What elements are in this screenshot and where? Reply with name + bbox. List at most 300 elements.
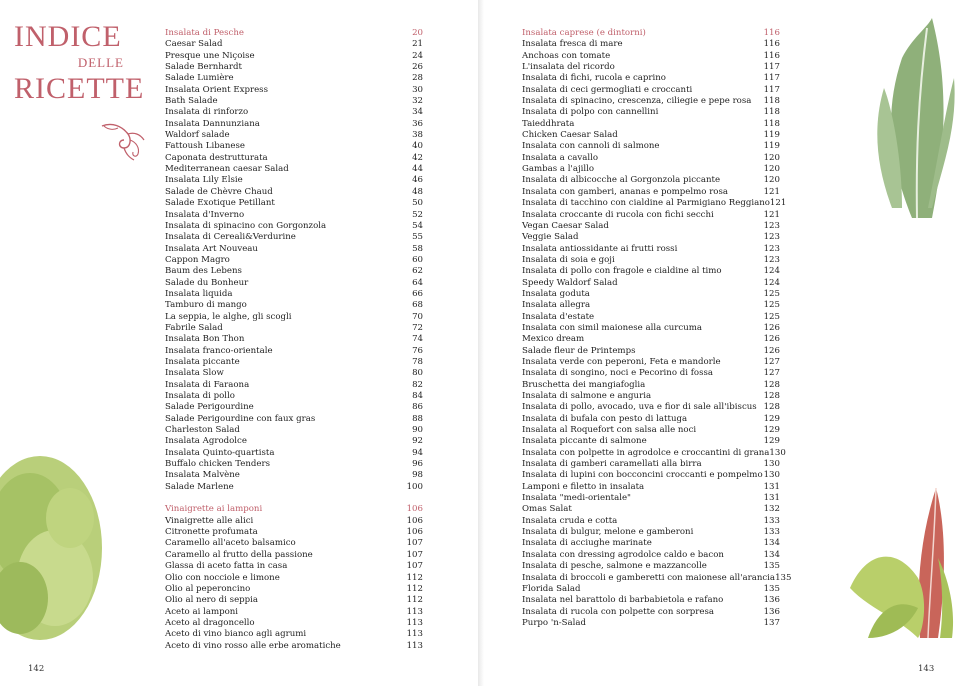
- recipe-title: Insalata fresca di mare: [522, 39, 623, 50]
- page-number-left: 142: [28, 664, 45, 674]
- recipe-entry-row[interactable]: [522, 210, 780, 221]
- recipe-entry-row[interactable]: [165, 425, 423, 436]
- recipe-title: Insalata allegra: [522, 300, 591, 311]
- recipe-title: Insalata liquida: [165, 288, 233, 299]
- recipe-title: Insalata antiossidante ai frutti rossi: [522, 243, 678, 254]
- recipe-entry-row[interactable]: [522, 447, 786, 459]
- recipe-entry-row[interactable]: [165, 380, 423, 391]
- recipe-entry-row[interactable]: [165, 368, 423, 379]
- recipe-entry-row[interactable]: [165, 210, 423, 221]
- recipe-entry-row[interactable]: [522, 584, 780, 595]
- page-reference: 54: [412, 220, 423, 231]
- recipe-title: Salade Exotique Petillant: [165, 198, 275, 209]
- page-reference: 52: [412, 209, 423, 220]
- recipe-entry-row[interactable]: [165, 573, 423, 584]
- recipe-title: Insalata di rinforzo: [165, 107, 249, 118]
- page-reference: 64: [412, 277, 423, 288]
- recipe-entry-row[interactable]: [165, 119, 423, 130]
- recipe-title: Mediterranean caesar Salad: [165, 164, 289, 175]
- recipe-entry-row[interactable]: [522, 51, 780, 62]
- recipe-entry-row[interactable]: [522, 221, 780, 232]
- page-reference: 117: [763, 73, 780, 84]
- recipe-entry-row[interactable]: [522, 300, 780, 311]
- recipe-entry-row[interactable]: [165, 175, 423, 186]
- recipe-title: Insalata croccante di rucola con fichi secchi: [522, 209, 714, 220]
- recipe-title: Insalata Dannunziana: [165, 118, 260, 129]
- page-reference: 113: [406, 629, 423, 640]
- recipe-title: Mexico dream: [522, 334, 585, 345]
- page-reference: 126: [763, 345, 780, 356]
- recipe-entry-row[interactable]: [165, 300, 423, 311]
- recipe-title: Insalata Lily Elsie: [165, 175, 243, 186]
- section-heading-row[interactable]: [165, 28, 423, 39]
- page-reference: 133: [763, 527, 780, 538]
- section-heading-row[interactable]: [165, 504, 423, 515]
- recipe-title: Insalata di gamberi caramellati alla birra: [522, 459, 702, 470]
- section-heading-title: Insalata di Pesche: [165, 28, 244, 38]
- page-reference: 66: [412, 288, 423, 299]
- recipe-entry-row[interactable]: [522, 459, 780, 470]
- recipe-entry-row[interactable]: [522, 141, 780, 152]
- recipe-entry-row[interactable]: [522, 414, 780, 425]
- recipe-title: Insalata franco-orientale: [165, 345, 273, 356]
- page-reference: 106: [406, 504, 423, 515]
- recipe-title: Salade Marlene: [165, 481, 234, 492]
- page-reference: 94: [412, 447, 423, 458]
- page-reference: 129: [763, 413, 780, 424]
- recipe-title: Insalata di albicocche al Gorgonzola piccante: [522, 175, 721, 186]
- page-reference: 121: [769, 198, 787, 209]
- recipe-entry-row[interactable]: [522, 482, 780, 493]
- recipe-entry-row[interactable]: [522, 425, 780, 436]
- page-reference: 32: [412, 96, 423, 107]
- page-reference: 113: [406, 606, 423, 617]
- recipe-title: Insalata cruda e cotta: [522, 515, 618, 526]
- page-reference: 58: [412, 243, 423, 254]
- recipe-entry-row[interactable]: [522, 572, 792, 584]
- recipe-title: Taieddhrata: [522, 118, 575, 129]
- page-reference: 90: [412, 425, 423, 436]
- recipe-title: Insalata d'Inverno: [165, 209, 245, 220]
- page-reference: 123: [763, 254, 780, 265]
- recipe-entry-row[interactable]: [165, 141, 423, 152]
- recipe-entry-row[interactable]: [522, 62, 780, 73]
- page-reference: 24: [412, 50, 423, 61]
- page-reference: 84: [412, 391, 423, 401]
- page-reference: 116: [763, 50, 780, 61]
- page-reference: 98: [412, 470, 423, 481]
- page-reference: 125: [763, 300, 780, 311]
- page-reference: 117: [763, 62, 780, 73]
- page-reference: 123: [763, 232, 780, 243]
- recipe-entry-row[interactable]: [165, 289, 423, 300]
- recipe-entry-row[interactable]: [165, 153, 423, 164]
- radicchio-illustration-icon: [848, 478, 960, 638]
- page-reference: 50: [412, 198, 423, 209]
- recipe-title: Olio al peperoncino: [165, 583, 251, 594]
- page-reference: 128: [763, 379, 780, 390]
- recipe-entry-row[interactable]: [522, 130, 780, 141]
- recipe-entry-row[interactable]: [165, 266, 423, 277]
- page-reference: 70: [412, 311, 423, 322]
- recipe-title: Insalata di tacchino con cialdine al Parmigiano Reggiano: [522, 198, 770, 209]
- page-reference: 130: [769, 447, 786, 458]
- page-reference: 118: [763, 118, 780, 129]
- recipe-entry-row[interactable]: [522, 85, 780, 96]
- recipe-title: Insalata di spinacino con Gorgonzola: [165, 220, 327, 231]
- recipe-entry-row[interactable]: [522, 119, 780, 130]
- page-reference: 20: [412, 28, 423, 38]
- recipe-title: Anchoas con tomate: [522, 50, 611, 61]
- recipe-entry-row[interactable]: [165, 448, 423, 459]
- recipe-entry-row[interactable]: [522, 504, 780, 515]
- recipe-title: La seppia, le alghe, gli scogli: [165, 311, 292, 322]
- page-reference: 38: [412, 130, 423, 141]
- page-reference: 134: [763, 538, 780, 549]
- recipe-title: Insalata "medi-orientale": [522, 493, 631, 504]
- page-reference: 44: [412, 164, 423, 175]
- recipe-title: Insalata con polpette in agrodolce e croccantini di grana: [522, 447, 770, 458]
- page-reference: 26: [412, 62, 423, 73]
- recipe-title: Caponata destrutturata: [165, 152, 268, 163]
- page-reference: 48: [412, 186, 423, 197]
- recipe-title: Caesar Salad: [165, 39, 223, 50]
- section-heading-title: Vinaigrette ai lamponi: [165, 504, 263, 515]
- flourish-ornament-icon: [100, 118, 150, 164]
- page-reference: 21: [412, 39, 423, 50]
- recipe-entry-row[interactable]: [522, 73, 780, 84]
- recipe-entry-row[interactable]: [165, 629, 423, 640]
- recipe-title: Fattoush Libanese: [165, 141, 245, 152]
- recipe-entry-row[interactable]: [522, 538, 780, 549]
- recipe-entry-row[interactable]: [165, 255, 423, 266]
- recipe-title: Chicken Caesar Salad: [522, 130, 618, 141]
- recipe-title: Aceto ai lamponi: [165, 606, 239, 617]
- page-reference: 119: [763, 130, 780, 141]
- recipe-title: Gambas a l'ajillo: [522, 164, 595, 175]
- recipe-entry-row[interactable]: [165, 312, 423, 323]
- recipe-entry-row[interactable]: [165, 334, 423, 345]
- page-reference: 129: [763, 436, 780, 447]
- recipe-entry-row[interactable]: [165, 278, 423, 289]
- recipe-entry-row[interactable]: [522, 402, 780, 413]
- page-reference: 80: [412, 368, 423, 379]
- recipe-title: Insalata di lupini con bocconcini croccanti e pompelmo: [522, 470, 763, 481]
- recipe-title: Insalata con cannoli di salmone: [522, 141, 660, 152]
- page-reference: 55: [412, 232, 423, 243]
- recipe-title: Vegan Caesar Salad: [522, 220, 609, 231]
- page-reference: 40: [412, 141, 423, 152]
- recipe-title: Insalata di polpo con cannellini: [522, 107, 659, 118]
- recipe-title: Insalata di bulgur, melone e gamberoni: [522, 527, 694, 538]
- recipe-entry-row[interactable]: [522, 595, 780, 606]
- page-reference: 112: [406, 583, 423, 594]
- page-reference: 86: [412, 402, 423, 413]
- page-reference: 127: [763, 368, 780, 379]
- recipe-title: Salade Perigourdine con faux gras: [165, 413, 316, 424]
- page-reference: 88: [412, 413, 423, 424]
- recipe-title: Omas Salat: [522, 504, 572, 515]
- recipe-entry-row[interactable]: [522, 550, 780, 561]
- recipe-entry-row[interactable]: [165, 595, 423, 606]
- recipe-entry-row[interactable]: [165, 550, 423, 561]
- recipe-title: Insalata con dressing agrodolce caldo e bacon: [522, 549, 724, 560]
- recipe-entry-row[interactable]: [165, 482, 423, 493]
- recipe-entry-row[interactable]: [522, 516, 780, 527]
- recipe-title: Bruschetta dei mangiafoglia: [522, 379, 646, 390]
- page-reference: 117: [763, 84, 780, 95]
- recipe-entry-row[interactable]: [165, 323, 423, 334]
- recipe-entry-row[interactable]: [522, 266, 780, 277]
- page-reference: 100: [406, 481, 423, 492]
- recipe-title: Veggie Salad: [522, 232, 579, 243]
- recipe-title: Salade Lumière: [165, 73, 234, 84]
- recipe-entry-row[interactable]: [165, 51, 423, 62]
- recipe-title: Insalata di bufala con pesto di lattuga: [522, 413, 688, 424]
- recipe-title: Insalata con simil maionese alla curcuma: [522, 322, 703, 333]
- page-reference: 113: [406, 640, 423, 651]
- recipe-entry-row[interactable]: [165, 391, 423, 402]
- romaine-illustration-icon: [872, 18, 958, 218]
- page-reference: 130: [763, 470, 780, 481]
- recipe-entry-row[interactable]: [522, 244, 780, 255]
- recipe-entry-row[interactable]: [165, 538, 423, 549]
- recipe-title: Aceto di vino rosso alle erbe aromatiche: [165, 640, 341, 651]
- recipe-entry-row[interactable]: [522, 232, 780, 243]
- page-reference: 113: [406, 617, 423, 628]
- recipe-title: Insalata di ceci germogliati e croccanti: [522, 84, 693, 95]
- page-reference: 125: [763, 311, 780, 322]
- page-reference: 123: [763, 220, 780, 231]
- recipe-entry-row[interactable]: [165, 62, 423, 73]
- recipe-entry-row[interactable]: [165, 357, 423, 368]
- recipe-title: Insalata verde con peperoni, Feta e mandorle: [522, 356, 721, 367]
- recipe-title: Salade du Bonheur: [165, 277, 249, 288]
- page-reference: 131: [763, 493, 780, 504]
- recipe-entry-row[interactable]: [522, 153, 780, 164]
- recipe-entry-row[interactable]: [522, 323, 780, 334]
- page-reference: 121: [763, 209, 780, 220]
- recipe-entry-row[interactable]: [522, 255, 780, 266]
- recipe-entry-row[interactable]: [165, 607, 423, 618]
- page-reference: 116: [763, 28, 780, 38]
- recipe-title: Vinaigrette alle alici: [165, 515, 254, 526]
- recipe-entry-row[interactable]: [522, 346, 780, 357]
- recipe-entry-row[interactable]: [165, 96, 423, 107]
- page-reference: 126: [763, 322, 780, 333]
- page-reference: 46: [412, 175, 423, 186]
- recipe-entry-row[interactable]: [522, 198, 787, 209]
- recipe-title: Insalata di acciughe marinate: [522, 538, 652, 549]
- recipe-entry-row[interactable]: [522, 527, 780, 538]
- index-column-right: [522, 28, 792, 629]
- page-reference: 133: [763, 515, 780, 526]
- recipe-title: Citronette profumata: [165, 527, 258, 538]
- section-heading-row[interactable]: [522, 28, 780, 39]
- page-reference: 121: [763, 186, 780, 197]
- recipe-entry-row[interactable]: [165, 618, 423, 629]
- recipe-entry-row[interactable]: [165, 470, 423, 481]
- recipe-title: Insalata di broccoli e gamberetti con maionese all'arancia: [522, 572, 776, 583]
- recipe-title: Bath Salade: [165, 96, 218, 107]
- recipe-title: Insalata Slow: [165, 368, 224, 379]
- page-reference: 34: [412, 107, 423, 118]
- recipe-entry-row[interactable]: [165, 73, 423, 84]
- recipe-title: Insalata di salmone e anguria: [522, 391, 652, 401]
- page-reference: 124: [763, 266, 780, 277]
- page-reference: 107: [406, 549, 423, 560]
- recipe-entry-row[interactable]: [165, 402, 423, 413]
- recipe-title: Insalata Art Nouveau: [165, 243, 258, 254]
- recipe-entry-row[interactable]: [522, 493, 780, 504]
- page-reference: 62: [412, 266, 423, 277]
- page-reference: 127: [763, 356, 780, 367]
- recipe-title: Cappon Magro: [165, 254, 230, 265]
- recipe-entry-row[interactable]: [165, 561, 423, 572]
- recipe-entry-row[interactable]: [522, 278, 780, 289]
- recipe-entry-row[interactable]: [522, 357, 780, 368]
- recipe-entry-row[interactable]: [522, 187, 780, 198]
- recipe-title: Insalata di pollo: [165, 391, 235, 401]
- page-reference: 128: [763, 391, 780, 401]
- recipe-title: Insalata Malvène: [165, 470, 240, 481]
- page-reference: 30: [412, 84, 423, 95]
- page-reference: 128: [763, 402, 780, 413]
- page-reference: 120: [763, 175, 780, 186]
- index-title: [14, 20, 154, 106]
- recipe-entry-row[interactable]: [165, 107, 423, 118]
- page-gutter: [478, 0, 484, 686]
- index-column-left: [165, 28, 423, 652]
- recipe-entry-row[interactable]: [522, 368, 780, 379]
- recipe-entry-row[interactable]: [522, 39, 780, 50]
- recipe-title: Waldorf salade: [165, 130, 230, 141]
- recipe-entry-row[interactable]: [522, 312, 780, 323]
- page-reference: 130: [763, 459, 780, 470]
- recipe-entry-row[interactable]: [522, 164, 780, 175]
- recipe-entry-row[interactable]: [522, 107, 780, 118]
- recipe-entry-row[interactable]: [522, 175, 780, 186]
- page-number-right: 143: [918, 664, 935, 674]
- section-gap: [165, 493, 423, 504]
- recipe-entry-row[interactable]: [522, 96, 780, 107]
- recipe-title: Insalata di rucola con polpette con sorpresa: [522, 606, 715, 617]
- recipe-title: Glassa di aceto fatta in casa: [165, 561, 288, 572]
- recipe-title: Buffalo chicken Tenders: [165, 459, 270, 470]
- page-reference: 137: [763, 617, 780, 628]
- recipe-title: Tamburo di mango: [165, 300, 247, 311]
- page-reference: 96: [412, 459, 423, 470]
- page-reference: 28: [412, 73, 423, 84]
- page-reference: 126: [763, 334, 780, 345]
- recipe-entry-row[interactable]: [522, 391, 780, 402]
- recipe-title: Insalata di spinacino, crescenza, ciliegie e pepe rosa: [522, 96, 752, 107]
- recipe-title: Insalata piccante di salmone: [522, 436, 647, 447]
- recipe-entry-row[interactable]: [165, 436, 423, 447]
- recipe-entry-row[interactable]: [165, 244, 423, 255]
- recipe-title: Insalata di Cereali&Verdurine: [165, 232, 296, 243]
- recipe-entry-row[interactable]: [165, 346, 423, 357]
- recipe-entry-row[interactable]: [165, 232, 423, 243]
- page-reference: 125: [763, 288, 780, 299]
- page-reference: 112: [406, 572, 423, 583]
- page-reference: 72: [412, 322, 423, 333]
- recipe-entry-row[interactable]: [165, 584, 423, 595]
- recipe-title: Insalata Agrodolce: [165, 436, 247, 447]
- page-reference: 60: [412, 254, 423, 265]
- recipe-title: Insalata di pollo con fragole e cialdine al timo: [522, 266, 722, 277]
- page-reference: 135: [763, 583, 780, 594]
- recipe-title: Insalata d'estate: [522, 311, 595, 322]
- recipe-entry-row[interactable]: [165, 198, 423, 209]
- page-reference: 92: [412, 436, 423, 447]
- recipe-title: Insalata di songino, noci e Pecorino di fossa: [522, 368, 714, 379]
- recipe-entry-row[interactable]: [165, 414, 423, 425]
- recipe-entry-row[interactable]: [165, 39, 423, 50]
- recipe-entry-row[interactable]: [522, 470, 780, 481]
- page-reference: 107: [406, 538, 423, 549]
- page-reference: 76: [412, 345, 423, 356]
- recipe-title: Presque une Niçoise: [165, 50, 255, 61]
- recipe-title: Insalata nel barattolo di barbabietola e rafano: [522, 595, 724, 606]
- page-reference: 131: [763, 481, 780, 492]
- recipe-entry-row[interactable]: [165, 527, 423, 538]
- recipe-title: Baum des Lebens: [165, 266, 242, 277]
- recipe-entry-row[interactable]: [522, 436, 780, 447]
- section-heading-title: Insalata caprese (e dintorni): [522, 28, 646, 38]
- recipe-title: Speedy Waldorf Salad: [522, 277, 618, 288]
- recipe-entry-row[interactable]: [165, 221, 423, 232]
- recipe-title: Salade Bernhardt: [165, 62, 242, 73]
- page-reference: 116: [763, 39, 780, 50]
- recipe-title: Olio al nero di seppia: [165, 595, 259, 606]
- recipe-title: Insalata di pesche, salmone e mazzancolle: [522, 561, 707, 572]
- recipe-title: Aceto al dragoncello: [165, 617, 255, 628]
- recipe-title: Insalata di Faraona: [165, 379, 250, 390]
- recipe-title: Salade Perigourdine: [165, 402, 254, 413]
- page-reference: 132: [763, 504, 780, 515]
- page-reference: 106: [406, 527, 423, 538]
- page-reference: 124: [763, 277, 780, 288]
- recipe-entry-row[interactable]: [165, 187, 423, 198]
- recipe-title: Insalata di fichi, rucola e caprino: [522, 73, 666, 84]
- recipe-entry-row[interactable]: [165, 459, 423, 470]
- recipe-title: Purpo 'n-Salad: [522, 617, 587, 628]
- recipe-entry-row[interactable]: [522, 380, 780, 391]
- title-line-1: INDICE: [14, 20, 122, 53]
- recipe-title: Insalata a cavallo: [522, 152, 599, 163]
- recipe-title: Lamponi e filetto in insalata: [522, 481, 645, 492]
- recipe-entry-row[interactable]: [522, 334, 780, 345]
- page-reference: 123: [763, 243, 780, 254]
- recipe-entry-row[interactable]: [522, 561, 780, 572]
- recipe-entry-row[interactable]: [165, 130, 423, 141]
- page-reference: 107: [406, 561, 423, 572]
- recipe-title: Insalata goduta: [522, 288, 590, 299]
- recipe-entry-row[interactable]: [165, 641, 423, 652]
- page-reference: 82: [412, 379, 423, 390]
- recipe-entry-row[interactable]: [165, 85, 423, 96]
- recipe-entry-row[interactable]: [165, 164, 423, 175]
- page-reference: 136: [763, 595, 780, 606]
- recipe-entry-row[interactable]: [522, 607, 780, 618]
- recipe-entry-row[interactable]: [522, 289, 780, 300]
- recipe-title: Insalata piccante: [165, 356, 240, 367]
- page-reference: 74: [412, 334, 423, 345]
- recipe-entry-row[interactable]: [522, 618, 780, 629]
- page-reference: 68: [412, 300, 423, 311]
- recipe-entry-row[interactable]: [165, 516, 423, 527]
